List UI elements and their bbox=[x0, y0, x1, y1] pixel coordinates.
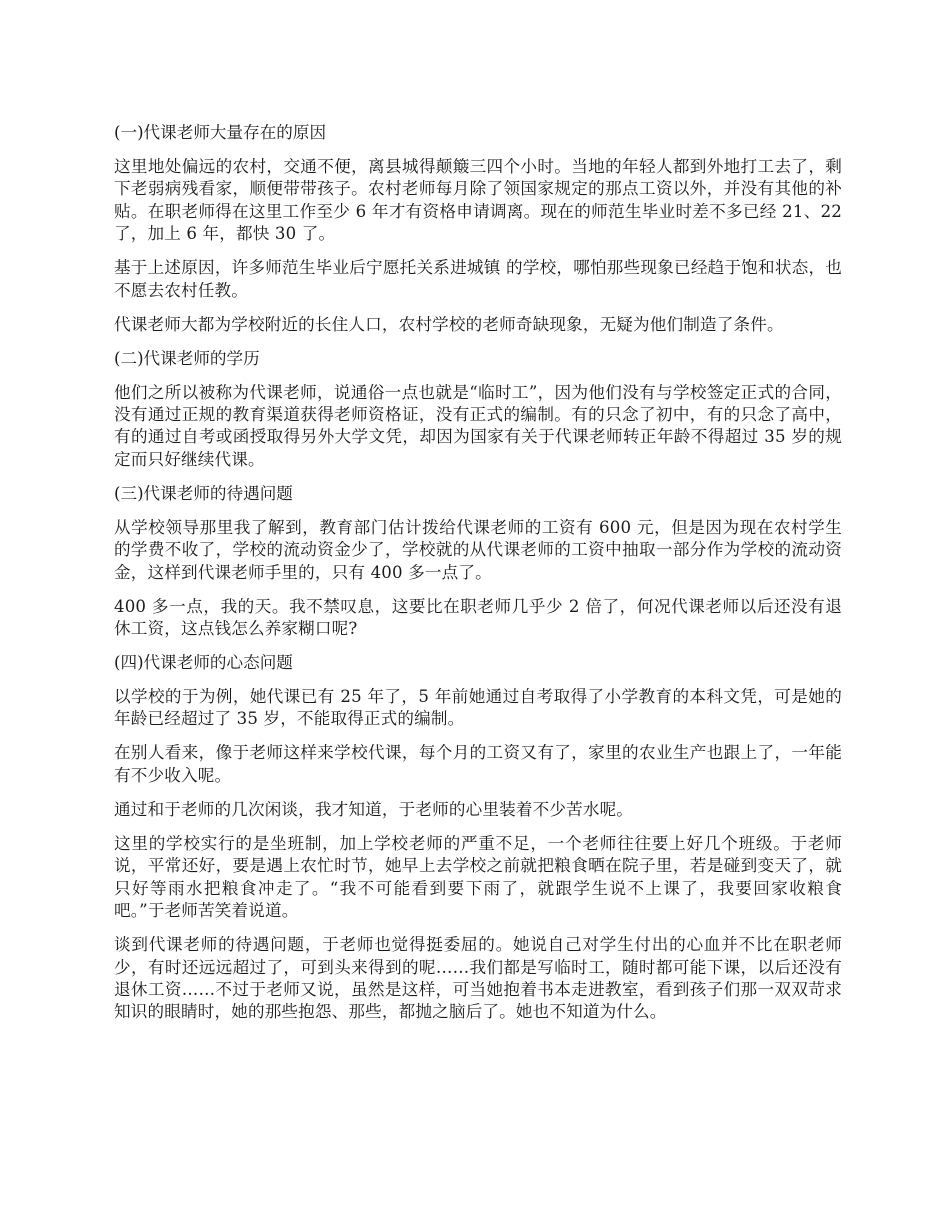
paragraph: 谈到代课老师的待遇问题，于老师也觉得挺委屈的。她说自己对学生付出的心血并不比在职老师少，有时还远远超过了，可到头来得到的呢……我们都是写临时工，随时都可能下课，以后还没有退休工资……不过于老师又说，虽然是这样，可当她抱着书本走进教室，看到孩子们那一双双苛求知识的眼睛时，她的那些抱怨、那些，都抛之脑后了。她也不知道为什么。 bbox=[114, 935, 842, 1022]
section-heading-reasons: (一)代课老师大量存在的原因 bbox=[114, 123, 327, 142]
paragraph: 这里地处偏远的农村，交通不便，离县城得颠簸三四个小时。当地的年轻人都到外地打工去了，剩下老弱病残看家，顺便带带孩子。农村老师每月除了领国家规定的那点工资以外，并没有其他的补贴。在职老师得在这里工作至少 6 年才有资格申请调离。现在的师范生毕业时差不多已经 21、22 了，加上 6 年，都快 30 了。 bbox=[114, 157, 842, 244]
paragraph: 从学校领导那里我了解到，教育部门估计拨给代课老师的工资有 600 元，但是因为现在农村学生的学费不收了，学校的流动资金少了，学校就的从代课老师的工资中抽取一部分作为学校的流动资金，这样到代课老师手里的，只有 400 多一点了。 bbox=[114, 517, 842, 582]
section-heading-education: (二)代课老师的学历 bbox=[114, 348, 260, 368]
paragraph: 基于上述原因，许多师范生毕业后宁愿托关系进城镇 的学校，哪怕那些现象已经趋于饱和状态，也不愿去农村任教。 bbox=[114, 258, 842, 300]
paragraph: 他们之所以被称为代课老师，说通俗一点也就是“临时工”，因为他们没有与学校签定正式的合同，没有通过正规的教育渠道获得老师资格证，没有正式的编制。有的只念了初中，有的只念了高中，有的通过自考或函授取得另外大学文凭，却因为国家有关于代课老师转正年龄不得超过 35 岁的规定而只好继续代课。 bbox=[114, 382, 842, 469]
paragraph: 以学校的于为例，她代课已有 25 年了，5 年前她通过自考取得了小学教育的本科文凭，可是她的年龄已经超过了 35 岁，不能取得正式的编制。 bbox=[114, 687, 842, 729]
paragraph: 400 多一点，我的天。我不禁叹息，这要比在职老师几乎少 2 倍了，何况代课老师以后还没有退休工资，这点钱怎么养家糊口呢? bbox=[114, 596, 842, 639]
paragraph: 通过和于老师的几次闲谈，我才知道，于老师的心里装着不少苦水呢。 bbox=[114, 799, 634, 819]
paragraph: 这里的学校实行的是坐班制，加上学校老师的严重不足，一个老师往往要上好几个班级。于老师说，平常还好，要是遇上农忙时节，她早上去学校之前就把粮食晒在院子里，若是碰到变天了，就只好等雨水把粮食冲走了。“我不可能看到要下雨了，就跟学生说不上课了，我要回家收粮食吧。”于老师苦笑着说道。 bbox=[114, 833, 842, 921]
document-page bbox=[114, 122, 842, 1035]
paragraph: 代课老师大都为学校附近的长住人口，农村学校的老师奇缺现象，无疑为他们制造了条件。 bbox=[114, 314, 784, 334]
section-heading-pay: (三)代课老师的待遇问题 bbox=[114, 483, 293, 503]
paragraph: 在别人看来，像于老师这样来学校代课，每个月的工资又有了，家里的农业生产也跟上了，一年能有不少收入呢。 bbox=[114, 743, 842, 785]
section-heading-mindset: (四)代课老师的心态问题 bbox=[114, 653, 293, 673]
